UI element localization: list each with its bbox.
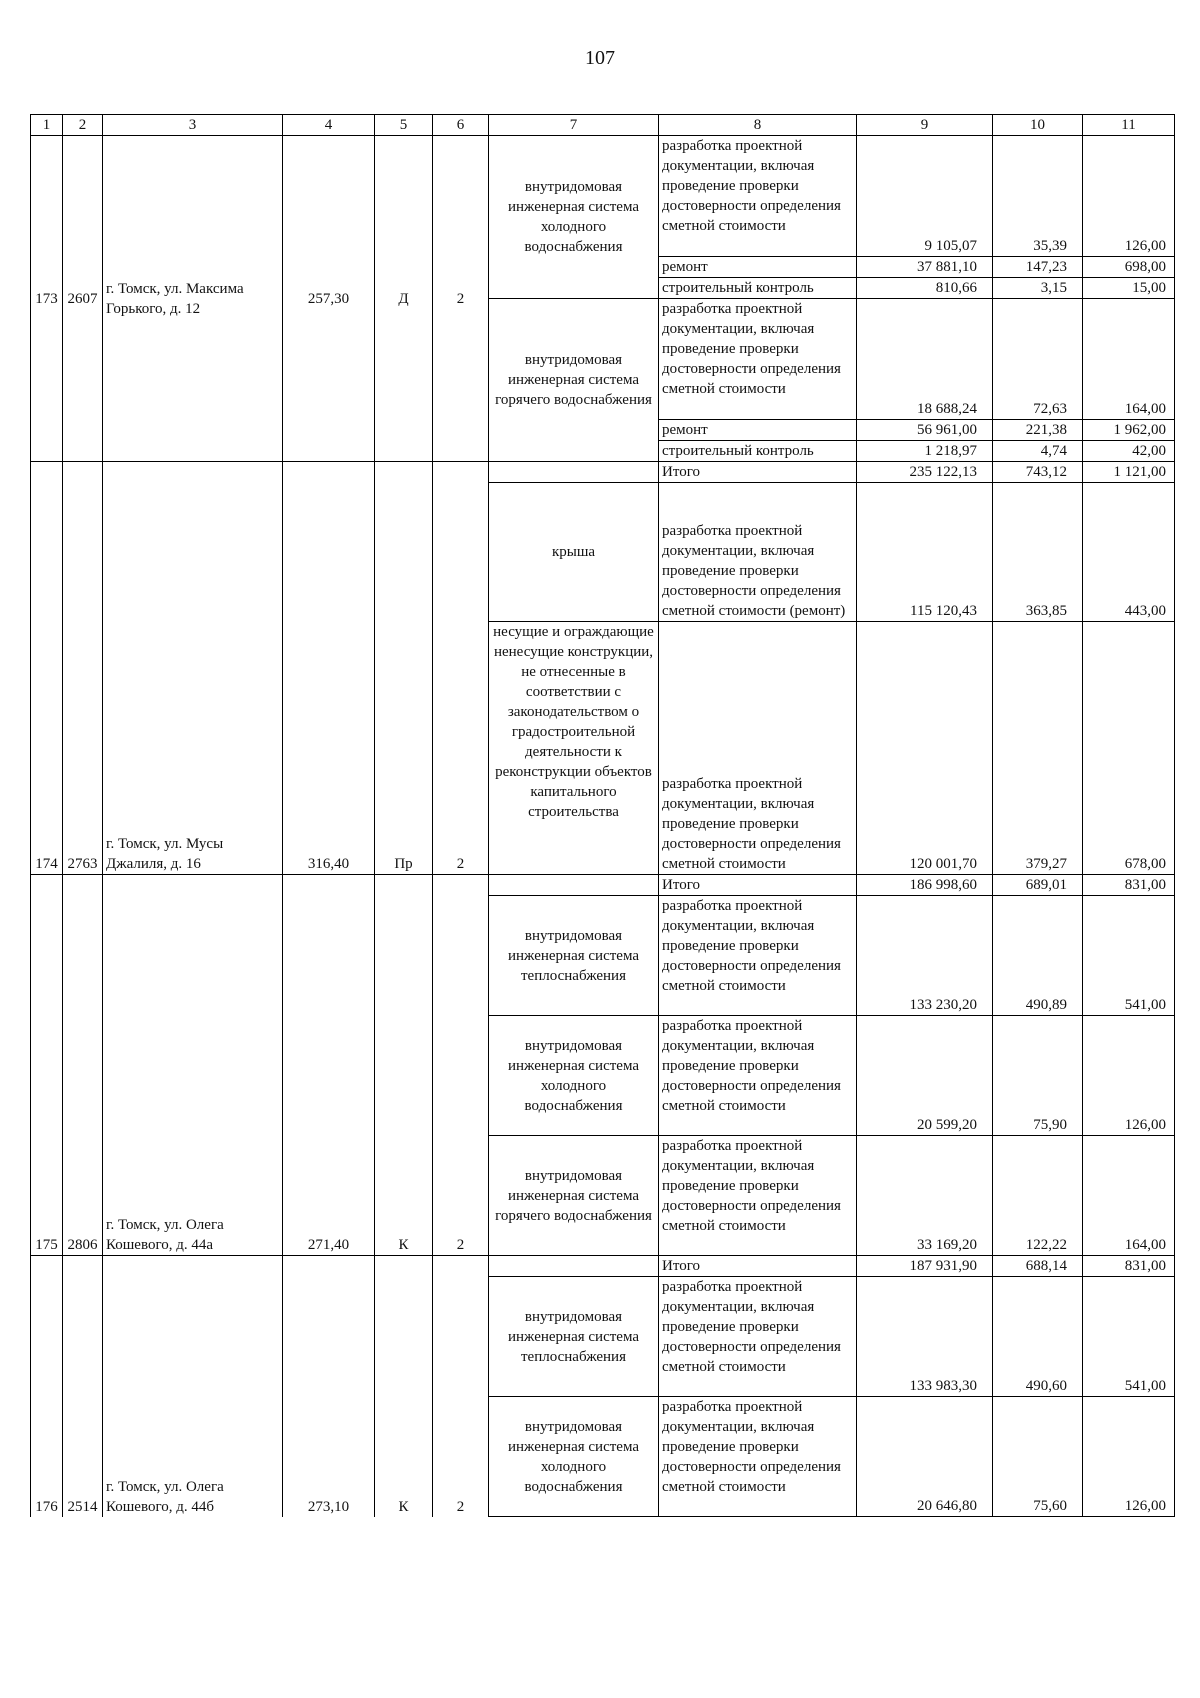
value-col11: 541,00 bbox=[1083, 1277, 1175, 1397]
system-name: внутридомовая инженерная система холодного водоснабжения bbox=[489, 136, 659, 299]
header-cell: 3 bbox=[103, 115, 283, 136]
system-name: внутридомовая инженерная система холодного водоснабжения bbox=[489, 1016, 659, 1136]
value-col9: 9 105,07 bbox=[857, 136, 993, 257]
table-row bbox=[31, 136, 1175, 257]
system-name: внутридомовая инженерная система горячего водоснабжения bbox=[489, 299, 659, 462]
total-col10: 689,01 bbox=[993, 875, 1083, 896]
header-cell: 6 bbox=[433, 115, 489, 136]
address: г. Томск, ул. Олега Кошевого, д. 44б bbox=[103, 1256, 283, 1517]
system-name: внутридомовая инженерная система холодного водоснабжения bbox=[489, 1397, 659, 1517]
value-col11: 42,00 bbox=[1083, 441, 1175, 462]
house-type: Пр bbox=[375, 462, 433, 875]
area: 273,10 bbox=[283, 1256, 375, 1517]
header-cell: 9 bbox=[857, 115, 993, 136]
house-code: 2607 bbox=[63, 136, 103, 462]
work-type: разработка проектной документации, включая проведение проверки достоверности определения сметной стоимости bbox=[659, 1277, 857, 1397]
system-name: внутридомовая инженерная система горячего водоснабжения bbox=[489, 1136, 659, 1256]
table-row bbox=[31, 1256, 1175, 1277]
value-col9: 133 983,30 bbox=[857, 1277, 993, 1397]
value-col11: 678,00 bbox=[1083, 622, 1175, 875]
page-number: 107 bbox=[585, 47, 615, 69]
value-col11: 126,00 bbox=[1083, 1016, 1175, 1136]
value-col10: 490,60 bbox=[993, 1277, 1083, 1397]
value-col9: 20 599,20 bbox=[857, 1016, 993, 1136]
total-col10: 688,14 bbox=[993, 1256, 1083, 1277]
col6-value: 2 bbox=[433, 136, 489, 462]
value-col11: 541,00 bbox=[1083, 896, 1175, 1016]
value-col10: 363,85 bbox=[993, 483, 1083, 622]
system-name: внутридомовая инженерная система теплоснабжения bbox=[489, 896, 659, 1016]
value-col10: 75,90 bbox=[993, 1016, 1083, 1136]
total-label: Итого bbox=[659, 875, 857, 896]
value-col11: 443,00 bbox=[1083, 483, 1175, 622]
header-cell: 8 bbox=[659, 115, 857, 136]
table-row bbox=[31, 875, 1175, 896]
total-col9: 186 998,60 bbox=[857, 875, 993, 896]
work-type: разработка проектной документации, включая проведение проверки достоверности определения сметной стоимости bbox=[659, 1016, 857, 1136]
table-row bbox=[31, 462, 1175, 483]
value-col10: 35,39 bbox=[993, 136, 1083, 257]
house-type: К bbox=[375, 875, 433, 1256]
total-col11: 1 121,00 bbox=[1083, 462, 1175, 483]
work-type: разработка проектной документации, включая проведение проверки достоверности определения сметной стоимости bbox=[659, 299, 857, 420]
header-cell: 11 bbox=[1083, 115, 1175, 136]
value-col11: 698,00 bbox=[1083, 257, 1175, 278]
header-cell: 1 bbox=[31, 115, 63, 136]
value-col10: 221,38 bbox=[993, 420, 1083, 441]
work-type: разработка проектной документации, включая проведение проверки достоверности определения сметной стоимости bbox=[659, 136, 857, 257]
area: 257,30 bbox=[283, 136, 375, 462]
work-type: разработка проектной документации, включая проведение проверки достоверности определения сметной стоимости bbox=[659, 896, 857, 1016]
house-code: 2806 bbox=[63, 875, 103, 1256]
empty-cell bbox=[489, 1256, 659, 1277]
house-code: 2763 bbox=[63, 462, 103, 875]
value-col10: 122,22 bbox=[993, 1136, 1083, 1256]
header-cell: 4 bbox=[283, 115, 375, 136]
address: г. Томск, ул. Максима Горького, д. 12 bbox=[103, 136, 283, 462]
empty-cell bbox=[489, 875, 659, 896]
work-type: разработка проектной документации, включая проведение проверки достоверности определения сметной стоимости bbox=[659, 622, 857, 875]
work-type: строительный контроль bbox=[659, 441, 857, 462]
value-col10: 147,23 bbox=[993, 257, 1083, 278]
value-col9: 133 230,20 bbox=[857, 896, 993, 1016]
value-col10: 490,89 bbox=[993, 896, 1083, 1016]
work-type: ремонт bbox=[659, 257, 857, 278]
value-col9: 810,66 bbox=[857, 278, 993, 299]
area: 271,40 bbox=[283, 875, 375, 1256]
work-type: ремонт bbox=[659, 420, 857, 441]
value-col11: 15,00 bbox=[1083, 278, 1175, 299]
total-col9: 235 122,13 bbox=[857, 462, 993, 483]
work-type: разработка проектной документации, включая проведение проверки достоверности определения сметной стоимости bbox=[659, 1397, 857, 1517]
value-col10: 379,27 bbox=[993, 622, 1083, 875]
row-number: 176 bbox=[31, 1256, 63, 1517]
col6-value: 2 bbox=[433, 875, 489, 1256]
header-cell: 10 bbox=[993, 115, 1083, 136]
value-col9: 37 881,10 bbox=[857, 257, 993, 278]
value-col10: 4,74 bbox=[993, 441, 1083, 462]
value-col11: 126,00 bbox=[1083, 136, 1175, 257]
header-cell: 7 bbox=[489, 115, 659, 136]
system-name: внутридомовая инженерная система теплоснабжения bbox=[489, 1277, 659, 1397]
area: 316,40 bbox=[283, 462, 375, 875]
value-col9: 56 961,00 bbox=[857, 420, 993, 441]
header-cell: 2 bbox=[63, 115, 103, 136]
total-col10: 743,12 bbox=[993, 462, 1083, 483]
address: г. Томск, ул. Олега Кошевого, д. 44а bbox=[103, 875, 283, 1256]
total-col11: 831,00 bbox=[1083, 1256, 1175, 1277]
house-type: Д bbox=[375, 136, 433, 462]
value-col11: 126,00 bbox=[1083, 1397, 1175, 1517]
value-col9: 120 001,70 bbox=[857, 622, 993, 875]
value-col9: 18 688,24 bbox=[857, 299, 993, 420]
header-cell: 5 bbox=[375, 115, 433, 136]
value-col9: 1 218,97 bbox=[857, 441, 993, 462]
header-row bbox=[31, 115, 1175, 136]
row-number: 174 bbox=[31, 462, 63, 875]
repair-plan-table bbox=[30, 114, 1175, 1517]
value-col11: 1 962,00 bbox=[1083, 420, 1175, 441]
work-type: разработка проектной документации, включая проведение проверки достоверности определения сметной стоимости bbox=[659, 1136, 857, 1256]
value-col10: 72,63 bbox=[993, 299, 1083, 420]
value-col10: 75,60 bbox=[993, 1397, 1083, 1517]
work-type: строительный контроль bbox=[659, 278, 857, 299]
total-col9: 187 931,90 bbox=[857, 1256, 993, 1277]
total-label: Итого bbox=[659, 462, 857, 483]
value-col9: 20 646,80 bbox=[857, 1397, 993, 1517]
total-label: Итого bbox=[659, 1256, 857, 1277]
value-col11: 164,00 bbox=[1083, 299, 1175, 420]
row-number: 173 bbox=[31, 136, 63, 462]
system-name: несущие и ограждающие ненесущие конструкции, не отнесенные в соответствии с законодательством о градостроительной деятельности к реконструкции объектов капитального строительства bbox=[489, 622, 659, 875]
work-type: разработка проектной документации, включая проведение проверки достоверности определения сметной стоимости (ремонт) bbox=[659, 483, 857, 622]
house-code: 2514 bbox=[63, 1256, 103, 1517]
col6-value: 2 bbox=[433, 462, 489, 875]
row-number: 175 bbox=[31, 875, 63, 1256]
total-col11: 831,00 bbox=[1083, 875, 1175, 896]
system-name: крыша bbox=[489, 483, 659, 622]
value-col9: 115 120,43 bbox=[857, 483, 993, 622]
value-col11: 164,00 bbox=[1083, 1136, 1175, 1256]
empty-cell bbox=[489, 462, 659, 483]
house-type: К bbox=[375, 1256, 433, 1517]
address: г. Томск, ул. Мусы Джалиля, д. 16 bbox=[103, 462, 283, 875]
value-col10: 3,15 bbox=[993, 278, 1083, 299]
value-col9: 33 169,20 bbox=[857, 1136, 993, 1256]
col6-value: 2 bbox=[433, 1256, 489, 1517]
